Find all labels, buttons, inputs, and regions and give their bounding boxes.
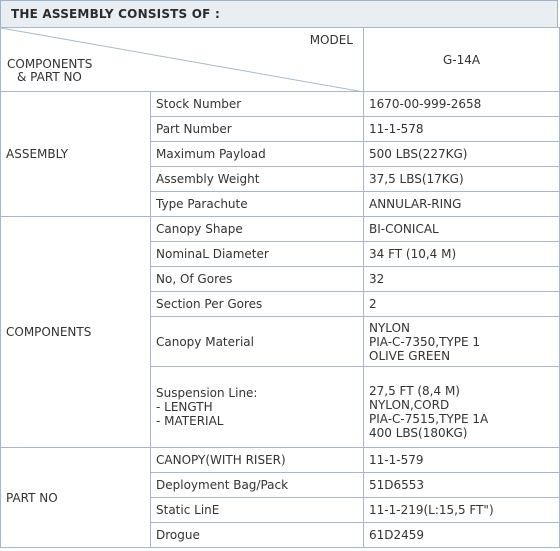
row-value: 61D2459 (364, 523, 560, 548)
label-line: - LENGTH (156, 400, 213, 414)
row-label: CANOPY(WITH RISER) (151, 448, 364, 473)
value-line: NYLON (369, 320, 410, 335)
group-assembly: ASSEMBLY (1, 92, 151, 217)
row-label-multiline (151, 367, 364, 448)
table-row (1, 92, 560, 117)
row-label: Canopy Material (151, 317, 364, 367)
value-line: NYLON,CORD (369, 398, 450, 412)
model-header-label: MODEL (309, 33, 353, 47)
row-label: No, Of Gores (151, 267, 364, 292)
group-part-no: PART NO (1, 448, 151, 548)
row-value: 11-1-578 (364, 117, 560, 142)
row-value: 34 FT (10,4 M) (364, 242, 560, 267)
row-label: Section Per Gores (151, 292, 364, 317)
row-label: Type Parachute (151, 192, 364, 217)
value-line: 400 LBS(180KG) (369, 426, 468, 440)
group-components: COMPONENTS (1, 217, 151, 448)
specification-table (0, 27, 560, 548)
row-value: ANNULAR-RING (364, 192, 560, 217)
row-value: 37,5 LBS(17KG) (364, 167, 560, 192)
row-label: Part Number (151, 117, 364, 142)
value-line: 27,5 FT (8,4 M) (369, 384, 460, 398)
model-value: G-14A (442, 52, 481, 67)
components-header-line1: COMPONENTS (7, 57, 93, 71)
title-bar (0, 0, 558, 27)
model-value-cell (364, 28, 560, 92)
row-label: Stock Number (151, 92, 364, 117)
row-label: Drogue (151, 523, 364, 548)
label-line: Suspension Line: (156, 386, 258, 400)
row-label: NominaL Diameter (151, 242, 364, 267)
page-title: THE ASSEMBLY CONSISTS OF : (11, 7, 220, 21)
row-value: 11-1-219(L:15,5 FT") (364, 498, 560, 523)
components-header-line2: & PART NO (17, 70, 82, 84)
components-header-label (7, 58, 92, 84)
row-value: 32 (364, 267, 560, 292)
row-value-multiline (364, 367, 560, 448)
table-row (1, 448, 560, 473)
value-line: PIA-C-7515,TYPE 1A (369, 412, 489, 426)
row-value: 1670-00-999-2658 (364, 92, 560, 117)
row-label: Static LinE (151, 498, 364, 523)
row-value: BI-CONICAL (364, 217, 560, 242)
row-label: Assembly Weight (151, 167, 364, 192)
header-row (1, 28, 560, 92)
row-label: Canopy Shape (151, 217, 364, 242)
value-line: PIA-C-7350,TYPE 1 (369, 334, 481, 349)
row-value: 2 (364, 292, 560, 317)
row-value-multiline (364, 317, 560, 367)
label-line: - MATERIAL (156, 414, 224, 428)
row-value: 11-1-579 (364, 448, 560, 473)
value-line: OLIVE GREEN (369, 348, 451, 363)
row-value: 500 LBS(227KG) (364, 142, 560, 167)
row-label: Maximum Payload (151, 142, 364, 167)
row-value: 51D6553 (364, 473, 560, 498)
row-label: Deployment Bag/Pack (151, 473, 364, 498)
table-row (1, 217, 560, 242)
header-diagonal-cell (1, 28, 364, 92)
